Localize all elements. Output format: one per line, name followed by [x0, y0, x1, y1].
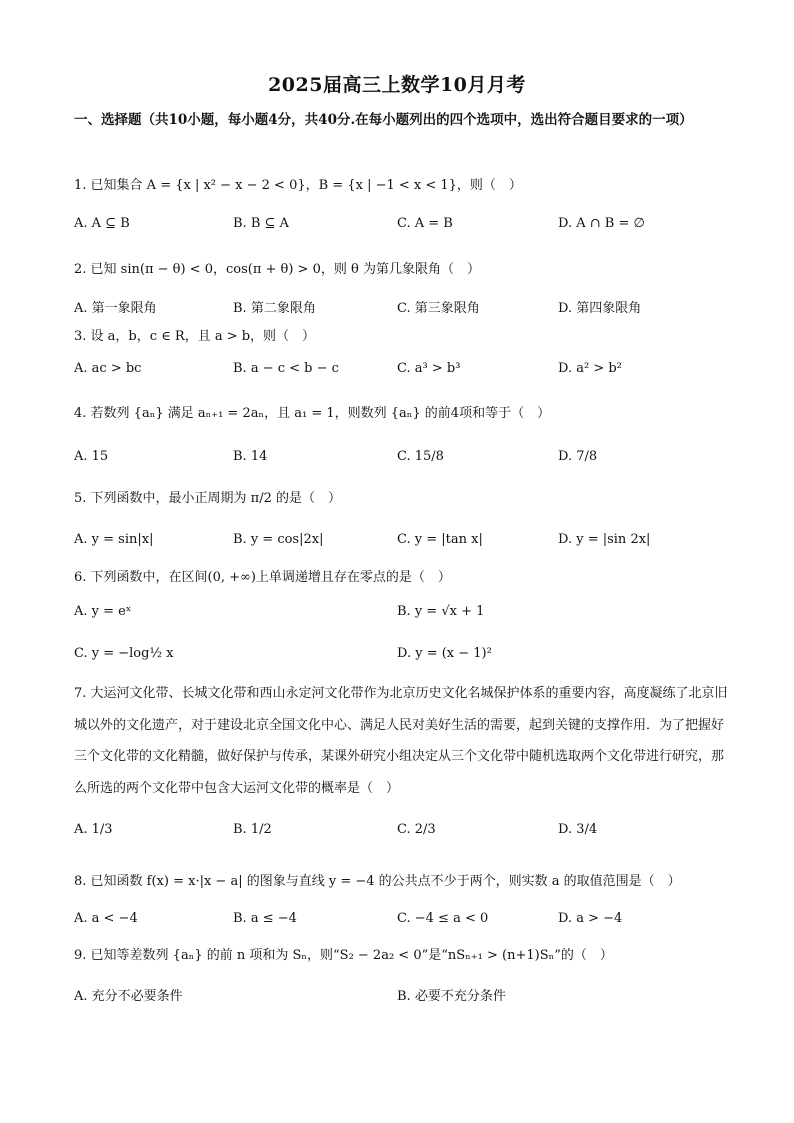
question-4-stem: 4. 若数列 {aₙ} 满足 aₙ₊₁ = 2aₙ，且 a₁ = 1，则数列 {aₙ} 的前4项和等于（ ） — [74, 406, 551, 421]
option-b[interactable]: B. y = cos|2x| — [233, 532, 324, 547]
question-7-stem: 7. 大运河文化带、长城文化带和西山永定河文化带作为北京历史文化名城保护体系的重要内容，高度凝练了北京旧城以外的文化遗产，对于建设北京全国文化中心、满足人民对美好生活的需要，起到关键的支撑作用．为了把握好三个文化带的文化精髓，做好保护与传承，某课外研究小组决定从三个文化带中随机选取两个文化带进行研究，那么所选的两个文化带中包含大运河文化带的概率是（ ） — [74, 686, 728, 796]
option-a[interactable]: A. 第一象限角 — [74, 301, 157, 316]
option-d[interactable]: D. 第四象限角 — [558, 301, 642, 316]
option-b[interactable]: B. 必要不充分条件 — [397, 989, 506, 1004]
option-b[interactable]: B. a − c < b − c — [233, 361, 339, 376]
question-6-options-row2 — [0, 646, 794, 670]
option-d[interactable]: D. 7/8 — [558, 449, 598, 464]
option-c[interactable]: C. −4 ≤ a < 0 — [397, 911, 489, 926]
option-d[interactable]: D. a > −4 — [558, 911, 623, 926]
question-6-options-row1 — [0, 604, 794, 628]
question-3-options — [0, 361, 794, 385]
option-d[interactable]: D. 3/4 — [558, 822, 598, 837]
option-a[interactable]: A. 充分不必要条件 — [74, 989, 183, 1004]
option-c[interactable]: C. 15/8 — [397, 449, 444, 464]
question-9-stem: 9. 已知等差数列 {aₙ} 的前 n 项和为 Sₙ，则“S₂ − 2a₂ < 0”是“nSₙ₊₁ > (n+1)Sₙ”的（ ） — [74, 948, 613, 963]
question-5-options — [0, 532, 794, 556]
section-heading: 一、选择题（共10小题，每小题4分，共40分.在每小题列出的四个选项中，选出符合题目要求的一项） — [74, 112, 693, 128]
question-5-stem: 5. 下列函数中，最小正周期为 π/2 的是（ ） — [74, 491, 341, 506]
option-d[interactable]: D. a² > b² — [558, 361, 622, 376]
question-1-options — [0, 216, 794, 240]
option-a[interactable]: A. 1/3 — [74, 822, 113, 837]
option-a[interactable]: A. A ⊆ B — [74, 216, 130, 231]
option-d[interactable]: D. A ∩ B = ∅ — [558, 216, 645, 231]
option-a[interactable]: A. y = eˣ — [74, 604, 132, 619]
question-8-options — [0, 911, 794, 935]
option-a[interactable]: A. y = sin|x| — [74, 532, 154, 547]
question-6-stem: 6. 下列函数中，在区间(0, +∞)上单调递增且存在零点的是（ ） — [74, 570, 451, 585]
option-b[interactable]: B. B ⊆ A — [233, 216, 289, 231]
option-b[interactable]: B. 1/2 — [233, 822, 272, 837]
option-a[interactable]: A. a < −4 — [74, 911, 138, 926]
option-c[interactable]: C. A = B — [397, 216, 453, 231]
question-2-options — [0, 297, 794, 321]
option-c[interactable]: C. 第三象限角 — [397, 301, 480, 316]
option-b[interactable]: B. 14 — [233, 449, 268, 464]
option-d[interactable]: D. y = (x − 1)² — [397, 646, 492, 661]
option-a[interactable]: A. 15 — [74, 449, 109, 464]
question-3-stem: 3. 设 a，b，c ∈ R，且 a > b，则（ ） — [74, 329, 316, 344]
option-b[interactable]: B. a ≤ −4 — [233, 911, 297, 926]
option-c[interactable]: C. a³ > b³ — [397, 361, 461, 376]
question-1-stem: 1. 已知集合 A = {x | x² − x − 2 < 0}，B = {x | −1 < x < 1}，则（ ） — [74, 178, 522, 193]
question-4-options — [0, 449, 794, 473]
question-9-options — [0, 985, 794, 1009]
option-c[interactable]: C. y = −log½ x — [74, 646, 174, 661]
option-a[interactable]: A. ac > bc — [74, 361, 142, 376]
option-b[interactable]: B. y = √x + 1 — [397, 604, 485, 619]
question-8-stem: 8. 已知函数 f(x) = x·|x − a| 的图象与直线 y = −4 的公共点不少于两个，则实数 a 的取值范围是（ ） — [74, 874, 681, 889]
page-title: 2025届高三上数学10月月考 — [268, 74, 526, 96]
option-c[interactable]: C. 2/3 — [397, 822, 436, 837]
question-2-stem: 2. 已知 sin(π − θ) < 0，cos(π + θ) > 0，则 θ 为第几象限角（ ） — [74, 262, 480, 277]
option-d[interactable]: D. y = |sin 2x| — [558, 532, 651, 547]
question-7-options — [0, 822, 794, 846]
option-b[interactable]: B. 第二象限角 — [233, 301, 316, 316]
option-c[interactable]: C. y = |tan x| — [397, 532, 483, 547]
